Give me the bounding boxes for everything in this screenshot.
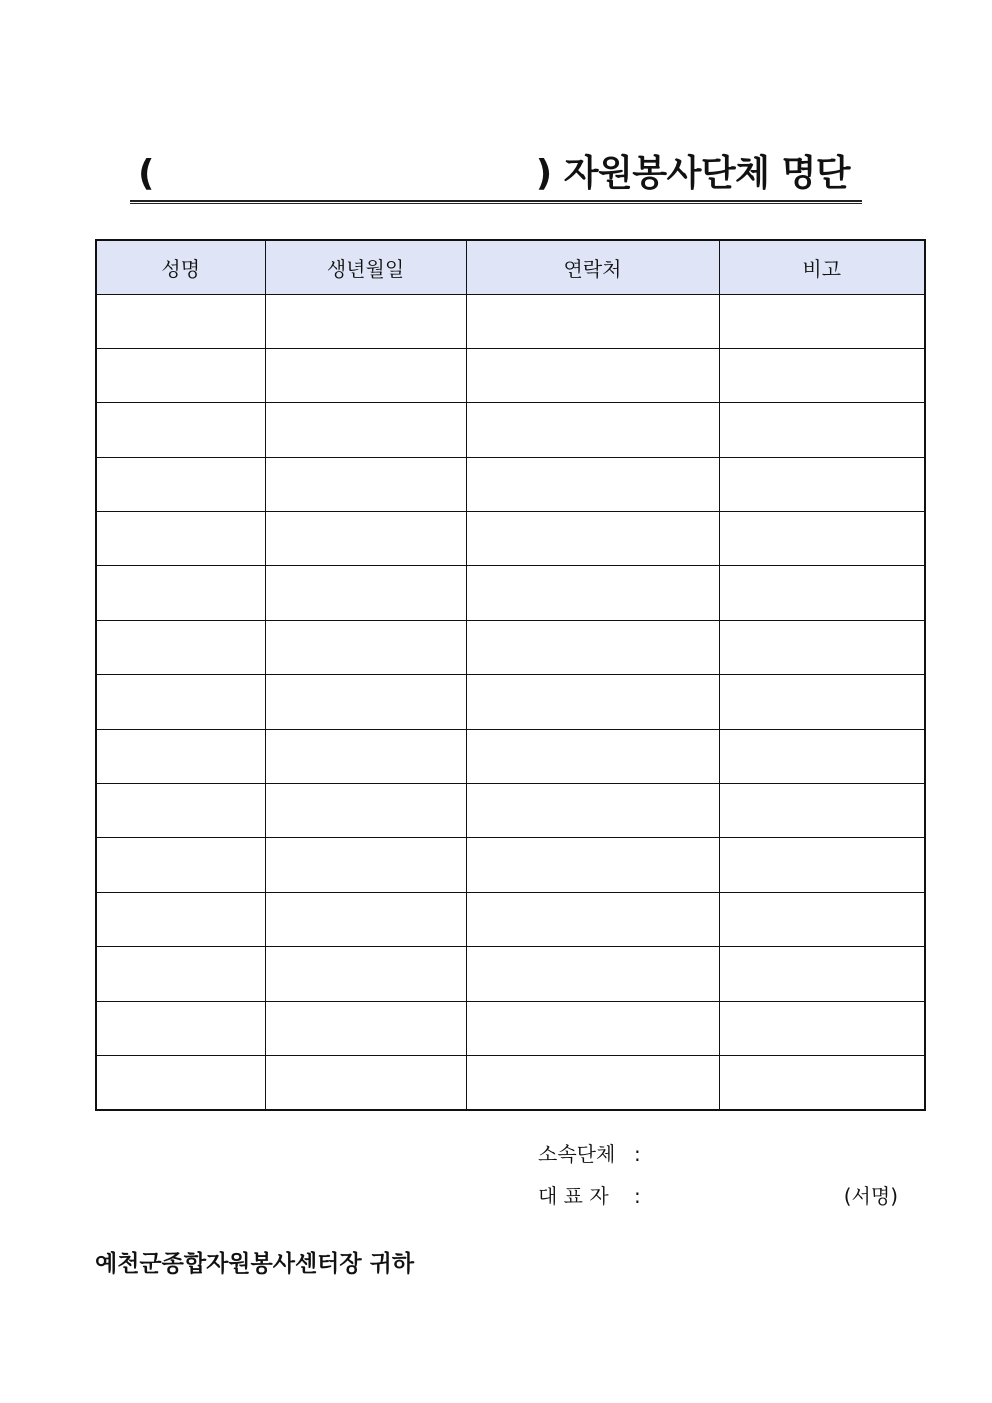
org-label: 소속단체 — [538, 1142, 616, 1166]
cell-remarks[interactable] — [719, 403, 925, 457]
table-row — [96, 620, 925, 674]
cell-name[interactable] — [96, 729, 265, 783]
title-underline — [130, 200, 862, 204]
cell-name[interactable] — [96, 947, 265, 1001]
cell-name[interactable] — [96, 457, 265, 511]
cell-remarks[interactable] — [719, 294, 925, 348]
table-row — [96, 457, 925, 511]
cell-name[interactable] — [96, 675, 265, 729]
cell-contact[interactable] — [466, 947, 719, 1001]
cell-contact[interactable] — [466, 512, 719, 566]
cell-contact[interactable] — [466, 457, 719, 511]
cell-contact[interactable] — [466, 620, 719, 674]
cell-birthdate[interactable] — [265, 294, 466, 348]
cell-remarks[interactable] — [719, 1001, 925, 1055]
cell-name[interactable] — [96, 620, 265, 674]
cell-birthdate[interactable] — [265, 512, 466, 566]
org-colon: : — [634, 1142, 641, 1166]
cell-remarks[interactable] — [719, 512, 925, 566]
cell-name[interactable] — [96, 566, 265, 620]
cell-remarks[interactable] — [719, 729, 925, 783]
cell-name[interactable] — [96, 838, 265, 892]
table-row — [96, 729, 925, 783]
org-row — [538, 1138, 918, 1180]
cell-name[interactable] — [96, 294, 265, 348]
column-header-birthdate: 생년월일 — [265, 240, 466, 294]
cell-remarks[interactable] — [719, 838, 925, 892]
cell-remarks[interactable] — [719, 784, 925, 838]
table-row — [96, 675, 925, 729]
table-row — [96, 403, 925, 457]
table-row — [96, 566, 925, 620]
cell-birthdate[interactable] — [265, 675, 466, 729]
table-row — [96, 947, 925, 1001]
cell-remarks[interactable] — [719, 1055, 925, 1109]
cell-remarks[interactable] — [719, 348, 925, 402]
cell-contact[interactable] — [466, 838, 719, 892]
table-row — [96, 294, 925, 348]
cell-name[interactable] — [96, 348, 265, 402]
representative-label: 대 표 자 — [538, 1184, 609, 1208]
document-title-block — [130, 140, 862, 206]
addressee: 예천군종합자원봉사센터장 귀하 — [95, 1250, 415, 1277]
cell-contact[interactable] — [466, 892, 719, 946]
cell-name[interactable] — [96, 403, 265, 457]
representative-colon: : — [634, 1184, 641, 1208]
cell-remarks[interactable] — [719, 675, 925, 729]
cell-remarks[interactable] — [719, 947, 925, 1001]
signature-label: (서명) — [843, 1184, 898, 1208]
cell-name[interactable] — [96, 1001, 265, 1055]
cell-contact[interactable] — [466, 294, 719, 348]
column-header-contact: 연락처 — [466, 240, 719, 294]
cell-contact[interactable] — [466, 784, 719, 838]
cell-contact[interactable] — [466, 729, 719, 783]
cell-remarks[interactable] — [719, 566, 925, 620]
cell-name[interactable] — [96, 892, 265, 946]
cell-contact[interactable] — [466, 566, 719, 620]
cell-birthdate[interactable] — [265, 348, 466, 402]
table-row — [96, 348, 925, 402]
cell-remarks[interactable] — [719, 457, 925, 511]
signature-block — [538, 1138, 918, 1222]
cell-contact[interactable] — [466, 1001, 719, 1055]
cell-birthdate[interactable] — [265, 1001, 466, 1055]
title-text: 자원봉사단체 명단 — [563, 153, 850, 194]
cell-contact[interactable] — [466, 348, 719, 402]
table-header-row — [96, 240, 925, 294]
cell-birthdate[interactable] — [265, 729, 466, 783]
table-row — [96, 838, 925, 892]
cell-contact[interactable] — [466, 1055, 719, 1109]
cell-birthdate[interactable] — [265, 620, 466, 674]
cell-name[interactable] — [96, 1055, 265, 1109]
document-title — [130, 150, 862, 198]
cell-name[interactable] — [96, 512, 265, 566]
title-open-paren: ( — [138, 153, 154, 194]
cell-birthdate[interactable] — [265, 566, 466, 620]
cell-remarks[interactable] — [719, 892, 925, 946]
cell-birthdate[interactable] — [265, 947, 466, 1001]
table-row — [96, 1001, 925, 1055]
representative-row — [538, 1180, 918, 1222]
title-text-group — [536, 150, 850, 198]
table-row — [96, 892, 925, 946]
roster-table — [95, 239, 926, 1111]
roster-table-body — [96, 294, 925, 1110]
title-close-paren: ) — [535, 153, 552, 194]
table-row — [96, 512, 925, 566]
cell-birthdate[interactable] — [265, 457, 466, 511]
column-header-remarks: 비고 — [719, 240, 925, 294]
table-row — [96, 784, 925, 838]
cell-name[interactable] — [96, 784, 265, 838]
cell-birthdate[interactable] — [265, 892, 466, 946]
cell-contact[interactable] — [466, 675, 719, 729]
cell-birthdate[interactable] — [265, 403, 466, 457]
cell-birthdate[interactable] — [265, 838, 466, 892]
cell-contact[interactable] — [466, 403, 719, 457]
table-row — [96, 1055, 925, 1109]
column-header-name: 성명 — [96, 240, 265, 294]
cell-remarks[interactable] — [719, 620, 925, 674]
cell-birthdate[interactable] — [265, 1055, 466, 1109]
cell-birthdate[interactable] — [265, 784, 466, 838]
